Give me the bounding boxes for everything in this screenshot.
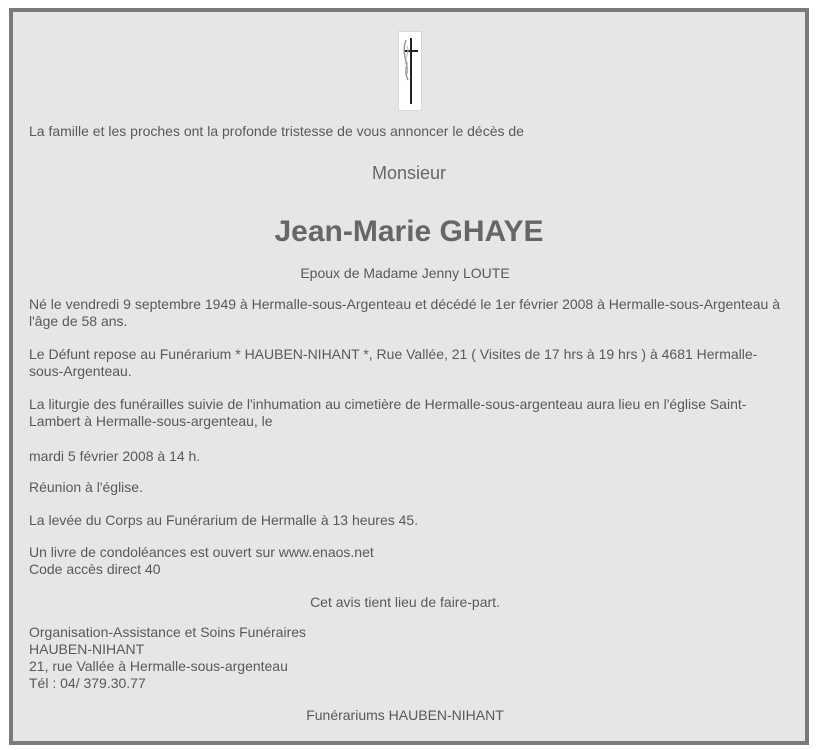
intro-text: La famille et les proches ont la profonde tristesse de vous annoncer le décès de: [29, 123, 524, 139]
footer-text: Funérariums HAUBEN-NIHANT: [306, 707, 504, 723]
notice-content: [13, 12, 805, 741]
cross-icon: [398, 31, 422, 111]
organisation-line-1: Organisation-Assistance et Soins Funéraires: [29, 624, 307, 640]
faire-part-text: Cet avis tient lieu de faire-part.: [310, 594, 500, 610]
organisation-line-2: HAUBEN-NIHANT: [29, 641, 145, 657]
deceased-name: Jean-Marie GHAYE: [274, 215, 544, 248]
condolence-line-1: Un livre de condoléances est ouvert sur www.enaos.net: [29, 544, 374, 560]
notice-frame: [9, 8, 809, 745]
spouse-text: Epoux de Madame Jenny LOUTE: [300, 265, 510, 281]
birth-death-text: Né le vendredi 9 septembre 1949 à Hermalle-sous-Argenteau et décédé le 1er février 2008 à Hermalle-sous-Argenteau à l'âge de 58 ans.: [29, 296, 780, 329]
organisation-line-3: 21, rue Vallée à Hermalle-sous-argenteau: [29, 658, 288, 674]
funeral-date: mardi 5 février 2008 à 14 h.: [29, 448, 201, 464]
honorific: Monsieur: [371, 163, 447, 183]
condolence-line-2: Code accès direct 40: [29, 561, 161, 577]
organisation-line-4: Tél : 04/ 379.30.77: [29, 675, 146, 691]
liturgy-text: La liturgie des funérailles suivie de l'inhumation au cimetière de Hermalle-sous-argenteau aura lieu en l'église Saint-Lambert à Hermalle-sous-argenteau, le: [29, 396, 747, 429]
levee-text: La levée du Corps au Funérarium de Hermalle à 13 heures 45.: [29, 512, 419, 528]
meeting-text: Réunion à l'église.: [29, 479, 143, 495]
repose-text: Le Défunt repose au Funérarium * HAUBEN-NIHANT *, Rue Vallée, 21 ( Visites de 17 hrs à 19 hrs ) à 4681 Hermalle-sous-Argenteau.: [29, 346, 758, 379]
